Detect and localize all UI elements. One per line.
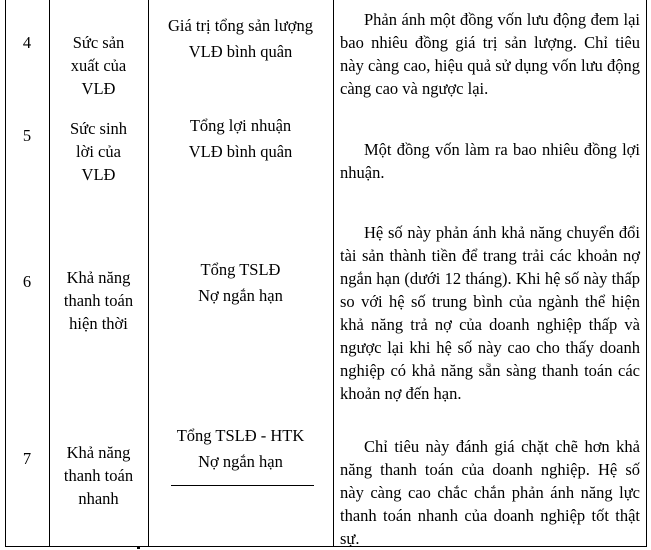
row-5-index: 5 bbox=[22, 126, 32, 145]
row-4-name: Sức sản xuất của VLĐ bbox=[70, 33, 127, 98]
column-divider bbox=[333, 0, 334, 546]
row-5-name: Sức sinh lời của VLĐ bbox=[69, 119, 128, 184]
row-6-formula: Tổng TSLĐ Nợ ngắn hạn bbox=[198, 260, 283, 305]
row-7-index: 7 bbox=[22, 449, 32, 468]
indicator-table bbox=[5, 0, 647, 547]
row-7-description: Chỉ tiêu này đánh giá chặt chẽ hơn khả năng thanh toán của doanh nghiệp. Hệ số này càng cao chắc chắn phản ánh năng lực thanh toán nhanh của doanh nghiệp tốt thật sự. bbox=[340, 437, 640, 548]
row-4-index: 4 bbox=[22, 33, 32, 52]
row-5-formula: Tổng lợi nhuận VLĐ bình quân bbox=[188, 116, 293, 161]
row-6-name: Khả năng thanh toán hiện thời bbox=[63, 268, 134, 333]
formula-rule bbox=[171, 485, 314, 486]
row-4-formula: Giá trị tổng sản lượng VLĐ bình quân bbox=[167, 16, 314, 61]
row-7-formula: Tổng TSLĐ - HTK Nợ ngắn hạn bbox=[176, 426, 305, 471]
row-4-description: Phản ánh một đồng vốn lưu động đem lại bao nhiêu đồng giá trị sản lượng. Chỉ tiêu này càng cao, hiệu quả sử dụng vốn lưu động càng cao và ngược lại. bbox=[340, 10, 640, 98]
row-7-name: Khả năng thanh toán nhanh bbox=[63, 443, 134, 508]
row-6-index: 6 bbox=[22, 272, 32, 291]
row-6-description: Hệ số này phản ánh khả năng chuyển đổi tài sản thành tiền để trang trải các khoản nợ ngắn hạn (dưới 12 tháng). Khi hệ số này thấp so với hệ số trung bình của ngành thể hiện khả năng trả nợ của doanh nghiệp thấp và ngược lại khi hệ số này cao cho thấy doanh nghiệp có khả năng sẵn sàng thanh toán các khoản nợ đến hạn. bbox=[340, 223, 640, 403]
row-5-description: Một đồng vốn làm ra bao nhiêu đồng lợi nhuận. bbox=[340, 140, 640, 182]
